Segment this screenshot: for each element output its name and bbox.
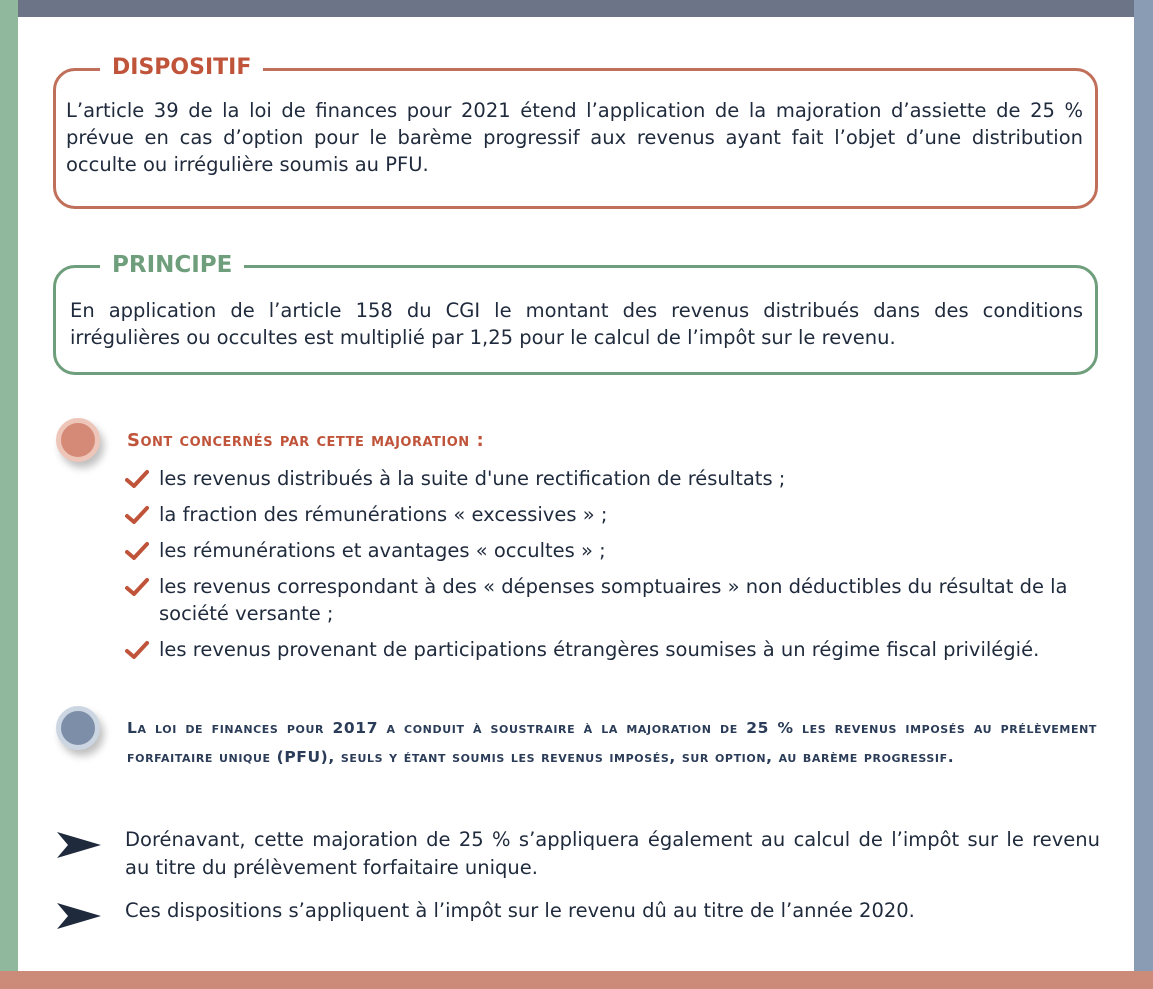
- right-border-bar: [1134, 0, 1153, 989]
- principe-text: En application de l’article 158 du CGI le montant des revenus distribués dans des conditions irrégulières ou occultes est multiplié par 1,25 pour le calcul de l’impôt sur le revenu.: [70, 299, 1083, 349]
- dispositif-text: L’article 39 de la loi de finances pour 2021 étend l’application de la majoration d’assiette de 25 % prévue en cas d’option pour le barème progressif aux revenus ayant fait l’objet d’une distribution occulte ou irrégulière soumis au PFU.: [66, 99, 1083, 176]
- list-item: [125, 501, 1105, 528]
- dispositif-box: [53, 55, 1098, 209]
- list-item: [125, 537, 1105, 564]
- principe-box: [53, 252, 1098, 375]
- bullet-circle-icon: [56, 706, 100, 750]
- check-icon: [125, 640, 149, 660]
- list-item: [125, 573, 1105, 627]
- list-item-text: la fraction des rémunérations « excessives » ;: [159, 503, 608, 526]
- check-icon: [125, 505, 149, 525]
- list-item: [125, 465, 1105, 492]
- list-item-text: les revenus correspondant à des « dépenses somptuaires » non déductibles du résultat de la société versante ;: [159, 575, 1068, 625]
- arrow-paragraph: [55, 826, 1100, 886]
- arrow-paragraph-text: Ces dispositions s’appliquent à l’impôt sur le revenu dû au titre de l’année 2020.: [125, 899, 915, 922]
- bullet-circle-icon: [56, 418, 100, 462]
- list-item: [125, 636, 1105, 663]
- list-item-text: les rémunérations et avantages « occultes » ;: [159, 539, 606, 562]
- arrow-right-icon: [55, 899, 103, 933]
- arrow-paragraph-text: Dorénavant, cette majoration de 25 % s’appliquera également au calcul de l’impôt sur le revenu au titre du prélèvement forfaitaire unique.: [125, 828, 1100, 879]
- top-border-bar: [0, 0, 1153, 17]
- dispositif-title: DISPOSITIF: [100, 54, 263, 82]
- arrow-paragraph: [55, 897, 1100, 929]
- left-border-bar: [0, 0, 18, 989]
- list-item-text: les revenus distribués à la suite d'une rectification de résultats ;: [159, 467, 786, 490]
- arrow-right-icon: [55, 828, 103, 862]
- bottom-border-bar: [0, 971, 1153, 989]
- concernes-heading: Sont concernés par cette majoration :: [127, 430, 485, 451]
- check-icon: [125, 577, 149, 597]
- principe-title: PRINCIPE: [100, 251, 244, 279]
- check-icon: [125, 469, 149, 489]
- list-item-text: les revenus provenant de participations étrangères soumises à un régime fiscal privilégié.: [159, 638, 1040, 661]
- loi-2017-paragraph: La loi de finances pour 2017 a conduit à soustraire à la majoration de 25 % les revenus imposés au prélèvement forfaitaire unique (PFU), seuls y étant soumis les revenus imposés, sur option, au barème progressif.: [127, 719, 1097, 766]
- concernes-list: [125, 465, 1105, 672]
- check-icon: [125, 541, 149, 561]
